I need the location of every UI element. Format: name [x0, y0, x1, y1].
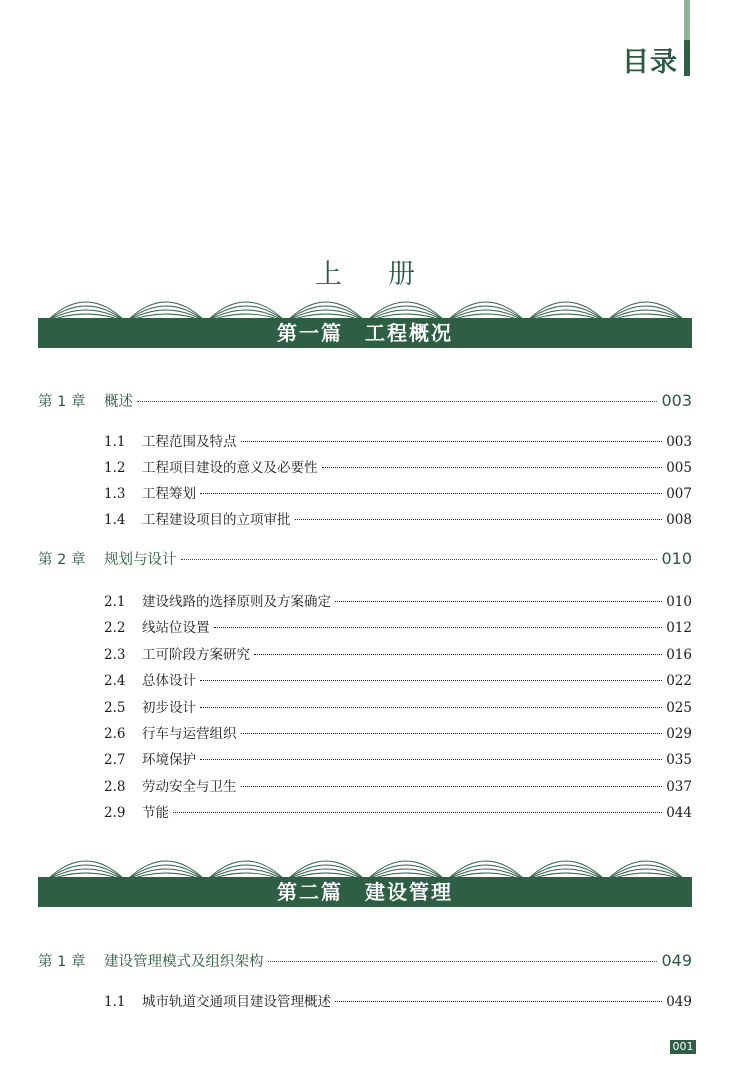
toc-section[interactable] [104, 482, 692, 502]
section-number: 1.2 [104, 460, 126, 476]
section-title: 工程建设项目的立项审批 [142, 512, 291, 528]
part-title-bar [38, 318, 692, 348]
dot-leader [322, 467, 663, 468]
section-number: 1.1 [104, 994, 126, 1010]
section-page: 022 [666, 673, 692, 689]
toc-section[interactable] [104, 748, 692, 768]
part-title-bar [38, 877, 692, 907]
part-title: 工程概况 [365, 321, 453, 345]
section-page: 010 [666, 594, 692, 610]
toc-section[interactable] [104, 508, 692, 528]
section-title: 节能 [142, 805, 169, 821]
section-title: 工程筹划 [142, 486, 196, 502]
toc-section[interactable] [104, 590, 692, 610]
dot-leader [200, 680, 662, 681]
section-number: 2.6 [104, 726, 126, 742]
page-number: 001 [670, 1040, 696, 1054]
dot-leader [241, 733, 663, 734]
section-page: 049 [666, 994, 692, 1010]
dot-leader [241, 786, 663, 787]
section-page: 044 [666, 805, 692, 821]
section-page: 003 [666, 434, 692, 450]
dot-leader [200, 759, 662, 760]
toc-section[interactable] [104, 616, 692, 636]
section-number: 2.1 [104, 594, 126, 610]
volume-title: 上册 [315, 259, 461, 290]
dot-leader [254, 654, 662, 655]
chapter-page: 049 [661, 951, 692, 970]
section-number: 1.4 [104, 512, 126, 528]
section-title: 工程范围及特点 [142, 434, 237, 450]
section-title: 总体设计 [142, 673, 196, 689]
section-number: 2.5 [104, 700, 126, 716]
section-title: 环境保护 [142, 752, 196, 768]
chapter-title: 规划与设计 [104, 552, 177, 568]
section-number: 2.7 [104, 752, 126, 768]
part-label: 第二篇 [277, 880, 343, 904]
toc-section[interactable] [104, 775, 692, 795]
section-page: 025 [666, 700, 692, 716]
section-number: 2.8 [104, 779, 126, 795]
section-number: 2.2 [104, 620, 126, 636]
toc-chapter[interactable] [38, 548, 692, 569]
toc-section[interactable] [104, 801, 692, 821]
section-number: 2.9 [104, 805, 126, 821]
section-title: 建设线路的选择原则及方案确定 [142, 594, 331, 610]
section-page: 029 [666, 726, 692, 742]
chapter-page: 003 [661, 391, 692, 410]
chapter-number: 第 2 章 [38, 552, 86, 568]
section-page: 035 [666, 752, 692, 768]
dot-leader [241, 441, 663, 442]
section-page: 007 [666, 486, 692, 502]
toc-section[interactable] [104, 456, 692, 476]
dot-leader [335, 1001, 662, 1002]
toc-section[interactable] [104, 990, 692, 1010]
section-number: 1.1 [104, 434, 126, 450]
section-page: 012 [666, 620, 692, 636]
section-number: 2.3 [104, 647, 126, 663]
section-title: 初步设计 [142, 700, 196, 716]
dot-leader [295, 519, 663, 520]
dot-leader [335, 601, 662, 602]
section-page: 016 [666, 647, 692, 663]
part-title: 建设管理 [365, 880, 453, 904]
page-title: 目录 [622, 47, 678, 78]
section-page: 005 [666, 460, 692, 476]
toc-section[interactable] [104, 722, 692, 742]
section-page: 008 [666, 512, 692, 528]
section-title: 工程项目建设的意义及必要性 [142, 460, 318, 476]
toc-chapter[interactable] [38, 950, 692, 971]
toc-section[interactable] [104, 669, 692, 689]
edge-tab-accent [684, 40, 690, 76]
section-title: 线站位设置 [142, 620, 210, 636]
dot-leader [200, 493, 662, 494]
toc-section[interactable] [104, 696, 692, 716]
section-title: 行车与运营组织 [142, 726, 237, 742]
chapter-title: 建设管理模式及组织架构 [104, 954, 264, 970]
dot-leader [137, 401, 657, 402]
dot-leader [173, 812, 662, 813]
chapter-number: 第 1 章 [38, 394, 86, 410]
chapter-title: 概述 [104, 394, 133, 410]
dot-leader [214, 627, 663, 628]
section-number: 1.3 [104, 486, 126, 502]
part-label: 第一篇 [277, 321, 343, 345]
section-title: 工可阶段方案研究 [142, 647, 250, 663]
section-title: 劳动安全与卫生 [142, 779, 237, 795]
section-title: 城市轨道交通项目建设管理概述 [142, 994, 331, 1010]
toc-section[interactable] [104, 643, 692, 663]
dot-leader [268, 961, 658, 962]
section-page: 037 [666, 779, 692, 795]
toc-chapter[interactable] [38, 390, 692, 411]
dot-leader [181, 559, 658, 560]
dot-leader [200, 707, 662, 708]
chapter-page: 010 [661, 549, 692, 568]
section-number: 2.4 [104, 673, 126, 689]
chapter-number: 第 1 章 [38, 954, 86, 970]
toc-section[interactable] [104, 430, 692, 450]
